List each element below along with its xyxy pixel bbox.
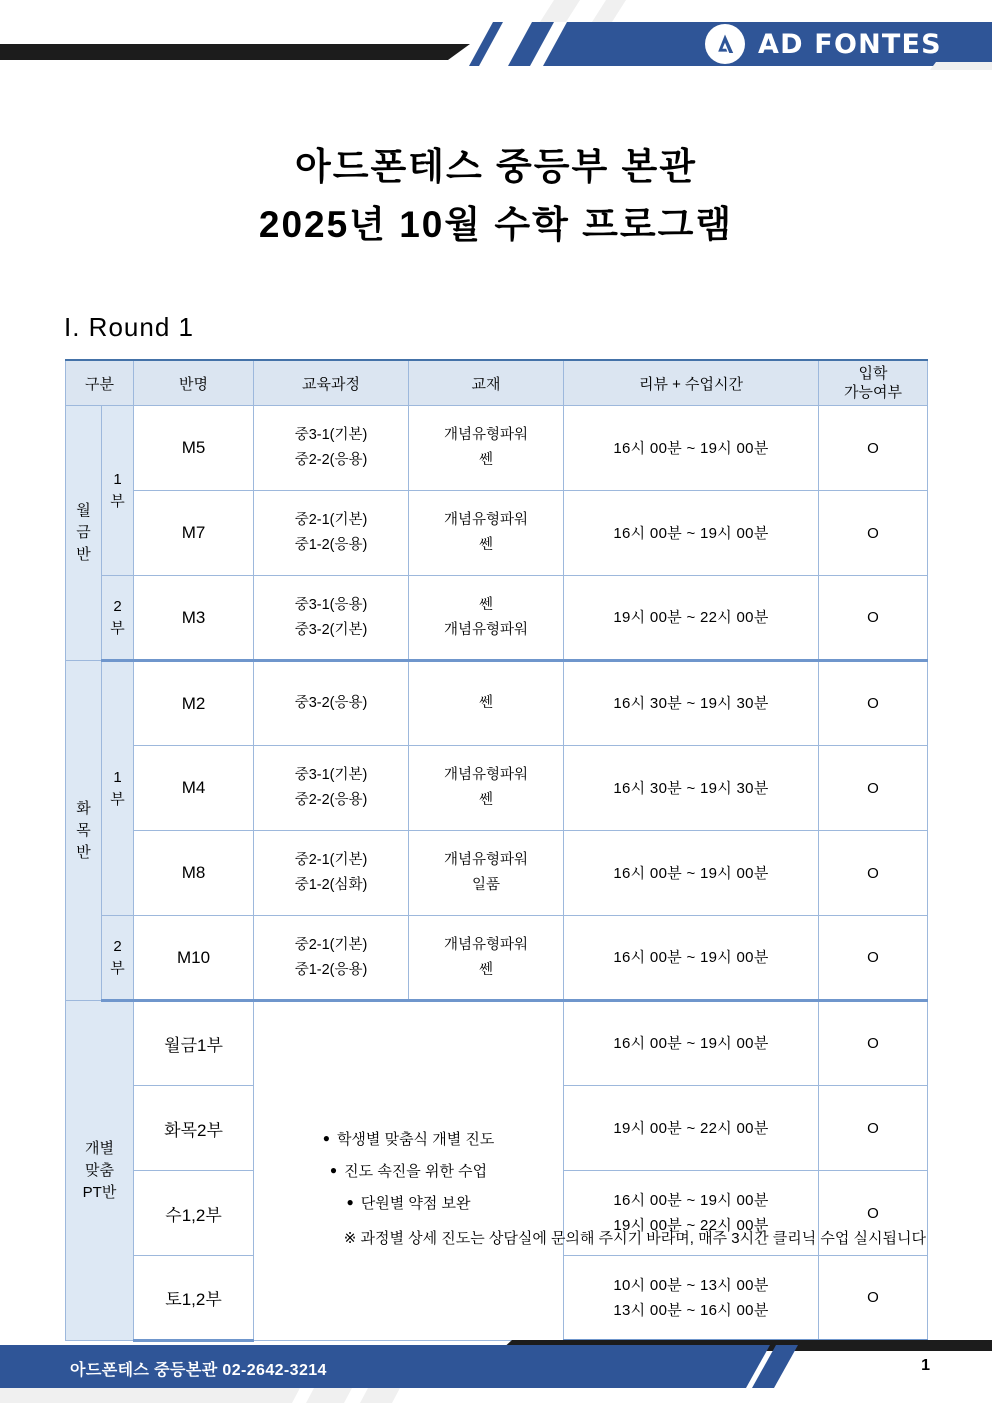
- sub-group-label: [102, 661, 134, 916]
- header-grey-slash-1: [540, 0, 580, 22]
- textbook-cell-line-1: 개념유형파워: [443, 852, 529, 868]
- class-name-cell: M2: [134, 661, 254, 746]
- admission-cell: O: [819, 491, 928, 576]
- pt-description-bullet: [254, 1123, 563, 1155]
- textbook-cell-line-1: 쎈: [479, 695, 494, 711]
- bullet-icon: ●: [346, 1195, 354, 1209]
- sub-group-label: [102, 916, 134, 1001]
- curriculum-cell-line-1: 중3-1(응용): [294, 596, 368, 613]
- curriculum-cell: [254, 491, 409, 576]
- footer-grey-slash-3: [360, 1388, 400, 1403]
- sub-group-label-line-2: 부: [110, 959, 125, 977]
- group-label: [66, 406, 102, 661]
- class-name-cell: M8: [134, 831, 254, 916]
- table-row: [66, 1001, 928, 1086]
- group-label-line-2: 맞춤: [85, 1162, 114, 1179]
- class-name-cell: M5: [134, 406, 254, 491]
- column-header-admission-line-2: 가능여부: [844, 384, 902, 401]
- table-row: [66, 491, 928, 576]
- time-cell: [564, 491, 819, 576]
- curriculum-cell-line-2: 중1-2(응용): [294, 537, 368, 553]
- sub-group-label: [102, 406, 134, 576]
- footer-contact: 아드폰테스 중등본관 02-2642-3214: [70, 1362, 327, 1379]
- sub-group-label-line-1: 1: [113, 470, 122, 488]
- sub-group-label-line-2: 부: [110, 790, 125, 808]
- curriculum-cell-line-2: 중1-2(응용): [294, 961, 368, 978]
- table-row: [66, 831, 928, 916]
- bullet-icon: ●: [322, 1131, 330, 1145]
- textbook-cell: [409, 831, 564, 916]
- header-grey-slash-2: [592, 0, 626, 22]
- admission-cell: O: [819, 1171, 928, 1256]
- column-header-textbook: 교재: [409, 360, 564, 406]
- group-label-line-3: PT반: [82, 1184, 117, 1201]
- pt-description-cell: [254, 1001, 564, 1341]
- sub-group-label-line-2: 부: [110, 619, 125, 637]
- textbook-cell-line-1: 개념유형파워: [443, 936, 529, 953]
- time-cell-line-1: 16시 00분 ~ 19시 00분: [613, 1035, 769, 1052]
- ad-fontes-circle-a-icon: [705, 24, 745, 64]
- time-cell-line-1: 16시 30분 ~ 19시 30분: [613, 695, 769, 712]
- admission-cell: O: [819, 916, 928, 1001]
- column-header-gubun: 구분: [66, 360, 134, 406]
- brand-logo: [705, 24, 942, 64]
- table-row: [66, 916, 928, 1001]
- header-blue-slash-2: [469, 22, 503, 66]
- time-cell: [564, 406, 819, 491]
- table-header-row: [66, 360, 928, 406]
- curriculum-cell-line-2: 중2-2(응용): [294, 792, 368, 808]
- group-label-line-2: 목: [76, 821, 91, 839]
- page-header-band: [0, 0, 992, 70]
- time-cell-line-1: 10시 00분 ~ 13시 00분: [613, 1276, 769, 1294]
- page-title-line-1: 아드폰테스 중등부 본관: [295, 146, 697, 187]
- sub-group-label-line-1: 2: [113, 597, 122, 615]
- admission-cell: O: [819, 1086, 928, 1171]
- curriculum-cell-line-1: 중3-1(기본): [294, 767, 368, 783]
- page-number: 1: [921, 1357, 930, 1374]
- curriculum-cell-line-1: 중3-2(응용): [294, 695, 368, 711]
- group-label-line-1: 개별: [85, 1140, 114, 1157]
- class-name-cell: 토1,2부: [134, 1256, 254, 1341]
- group-label: [66, 1001, 134, 1341]
- textbook-cell: [409, 576, 564, 661]
- class-name-cell: 수1,2부: [134, 1171, 254, 1256]
- pt-description-bullet: [254, 1155, 563, 1187]
- curriculum-cell: [254, 916, 409, 1001]
- time-cell: [564, 1001, 819, 1086]
- time-cell: [564, 831, 819, 916]
- group-label-line-3: 반: [76, 546, 91, 563]
- time-cell-line-1: 16시 30분 ~ 19시 30분: [613, 779, 769, 797]
- textbook-cell-line-2: 일품: [472, 877, 501, 893]
- group-label-line-1: 화: [76, 799, 91, 817]
- time-cell-line-2: 13시 00분 ~ 16시 00분: [613, 1301, 769, 1319]
- pt-description-text: 학생별 맞춤식 개별 진도: [336, 1131, 495, 1148]
- curriculum-cell: [254, 661, 409, 746]
- time-cell-line-1: 16시 00분 ~ 19시 00분: [613, 439, 769, 457]
- curriculum-cell-line-1: 중2-1(기본): [294, 852, 368, 868]
- textbook-cell-line-2: 개념유형파워: [443, 621, 529, 638]
- class-name-cell: 월금1부: [134, 1001, 254, 1086]
- admission-cell: O: [819, 661, 928, 746]
- sub-group-label: [102, 576, 134, 661]
- bullet-icon: ●: [329, 1163, 338, 1177]
- curriculum-cell: [254, 576, 409, 661]
- time-cell: [564, 1256, 819, 1341]
- pt-description-text: 단원별 약점 보완: [360, 1195, 471, 1212]
- footer-grey-slash-2: [306, 1388, 352, 1403]
- time-cell: [564, 1086, 819, 1171]
- class-name-cell: M7: [134, 491, 254, 576]
- curriculum-cell-line-1: 중2-1(기본): [294, 512, 368, 528]
- curriculum-cell-line-1: 중3-1(기본): [294, 427, 368, 443]
- textbook-cell: [409, 406, 564, 491]
- class-name-cell: M10: [134, 916, 254, 1001]
- page-title: [0, 138, 992, 254]
- curriculum-cell-line-2: 중3-2(기본): [294, 621, 368, 638]
- time-cell: [564, 916, 819, 1001]
- column-header-curriculum: 교육과정: [254, 360, 409, 406]
- group-label-line-2: 금: [76, 524, 91, 541]
- table-row: [66, 746, 928, 831]
- group-label-line-3: 반: [76, 843, 91, 861]
- textbook-cell: [409, 746, 564, 831]
- time-cell-line-1: 16시 00분 ~ 19시 00분: [613, 1192, 769, 1209]
- textbook-cell: [409, 916, 564, 1001]
- admission-cell: O: [819, 406, 928, 491]
- sub-group-label-line-2: 부: [110, 492, 125, 510]
- pt-description-text: 진도 속진을 위한 수업: [344, 1163, 488, 1180]
- sub-group-label-line-1: 1: [113, 768, 122, 786]
- curriculum-cell: [254, 406, 409, 491]
- time-cell-line-1: 16시 00분 ~ 19시 00분: [613, 949, 769, 966]
- footer-grey-slash-1: [0, 1388, 300, 1403]
- curriculum-cell-line-1: 중2-1(기본): [294, 936, 368, 953]
- time-cell-line-1: 19시 00분 ~ 22시 00분: [613, 1119, 769, 1137]
- time-cell-line-1: 16시 00분 ~ 19시 00분: [613, 524, 769, 542]
- class-name-cell: M4: [134, 746, 254, 831]
- time-cell-line-1: 16시 00분 ~ 19시 00분: [613, 864, 769, 882]
- group-label: [66, 661, 102, 1001]
- column-header-admission: [819, 360, 928, 406]
- page-title-line-2: 2025년 10월 수학 프로그램: [258, 204, 734, 245]
- table-row: [66, 406, 928, 491]
- class-name-cell: M3: [134, 576, 254, 661]
- textbook-cell: [409, 491, 564, 576]
- textbook-cell-line-1: 쎈: [479, 596, 494, 613]
- textbook-cell-line-2: 쎈: [479, 792, 494, 808]
- time-cell-line-1: 19시 00분 ~ 22시 00분: [613, 609, 769, 626]
- curriculum-cell: [254, 831, 409, 916]
- page-footer-band: [0, 1340, 992, 1403]
- schedule-table: [65, 359, 928, 1342]
- time-cell: [564, 746, 819, 831]
- textbook-cell-line-2: 쎈: [479, 452, 494, 468]
- schedule-table-body: [66, 406, 928, 1341]
- textbook-cell-line-1: 개념유형파워: [443, 512, 529, 528]
- group-label-line-1: 월: [76, 502, 91, 519]
- admission-cell: O: [819, 746, 928, 831]
- time-cell-line-2: 19시 00분 ~ 22시 00분: [613, 1217, 769, 1234]
- column-header-admission-line-1: 입학: [858, 365, 888, 382]
- header-dark-bar: [0, 44, 470, 60]
- table-row: [66, 576, 928, 661]
- curriculum-cell-line-2: 중1-2(심화): [294, 877, 368, 893]
- class-name-cell: 화목2부: [134, 1086, 254, 1171]
- column-header-class-name: 반명: [134, 360, 254, 406]
- admission-cell: O: [819, 576, 928, 661]
- admission-cell: O: [819, 831, 928, 916]
- footnote: ※ 과정별 상세 진도는 상담실에 문의해 주시기 바라며, 매주 3시간 클리닉 수업 실시됩니다: [343, 1230, 926, 1247]
- section-heading-round-1: I. Round 1: [64, 312, 194, 342]
- brand-name: AD FONTES: [758, 28, 942, 60]
- textbook-cell-line-1: 개념유형파워: [443, 767, 529, 783]
- sub-group-label-line-1: 2: [113, 937, 122, 955]
- textbook-cell-line-2: 쎈: [479, 537, 494, 553]
- curriculum-cell-line-2: 중2-2(응용): [294, 452, 368, 468]
- column-header-time: 리뷰 + 수업시간: [564, 360, 819, 406]
- pt-description-bullet: [254, 1187, 563, 1219]
- table-row: [66, 661, 928, 746]
- admission-cell: O: [819, 1001, 928, 1086]
- admission-cell: O: [819, 1256, 928, 1341]
- time-cell: [564, 576, 819, 661]
- textbook-cell-line-1: 개념유형파워: [443, 427, 529, 443]
- time-cell: [564, 661, 819, 746]
- textbook-cell-line-2: 쎈: [479, 961, 494, 978]
- curriculum-cell: [254, 746, 409, 831]
- textbook-cell: [409, 661, 564, 746]
